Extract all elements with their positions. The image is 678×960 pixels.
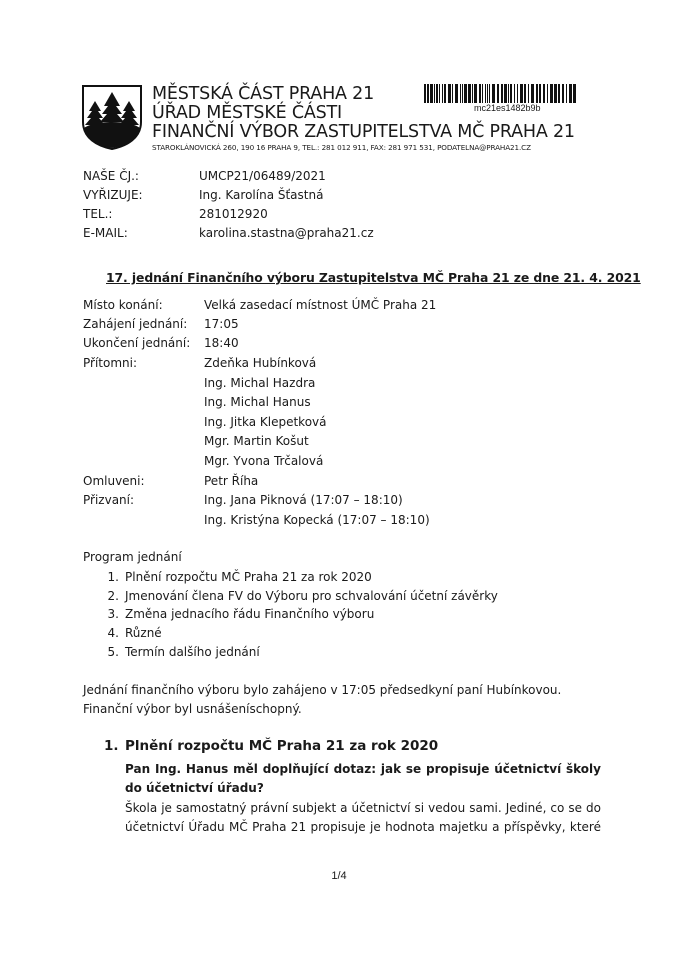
invited-member: Ing. Kristýna Kopecká (17:07 – 18:10) <box>204 513 430 527</box>
barcode-bar <box>460 84 461 103</box>
barcode-bar <box>448 84 451 103</box>
barcode-bar <box>427 84 429 103</box>
program-heading: Program jednání <box>83 550 182 564</box>
present-member: Mgr. Yvona Trčalová <box>204 454 324 468</box>
present-member: Ing. Michal Hazdra <box>204 376 316 390</box>
program-item: Plnění rozpočtu MČ Praha 21 za rok 2020 <box>125 570 372 584</box>
email-label: E-MAIL: <box>83 226 128 240</box>
barcode-bar <box>436 84 438 103</box>
address: STAROKLÁNOVICKÁ 260, 190 16 PRAHA 9, TEL.: 281 012 911, FAX: 281 971 531, PODATELNA@PRAHA21.CZ <box>152 143 531 152</box>
page-number: 1/4 <box>331 870 347 882</box>
barcode-bar <box>562 84 564 103</box>
barcode-bar <box>482 84 483 103</box>
barcode-bar <box>489 84 490 103</box>
committee-name: FINANČNÍ VÝBOR ZASTUPITELSTVA MČ PRAHA 21 <box>152 122 575 142</box>
barcode-bar <box>504 84 507 103</box>
start-label: Zahájení jednání: <box>83 317 188 331</box>
handler-label: VYŘIZUJE: <box>83 188 143 202</box>
barcode-bar <box>520 84 523 103</box>
program-item: Jmenování člena FV do Výboru pro schvalování účetní závěrky <box>125 589 498 603</box>
barcode-bar <box>531 84 534 103</box>
section-question: Pan Ing. Hanus měl doplňující dotaz: jak se propisuje účetnictví školy do účetnictví úřadu? <box>125 762 601 795</box>
barcode-bar <box>472 84 473 103</box>
invited-member: Ing. Jana Piknová (17:07 – 18:10) <box>204 493 403 507</box>
barcode-text: mc21es1482b9b <box>474 103 541 113</box>
barcode-bar <box>573 84 576 103</box>
email-value[interactable]: karolina.stastna@praha21.cz <box>199 226 374 240</box>
program-item-number: 5. <box>107 645 119 659</box>
ref-value: UMCP21/06489/2021 <box>199 169 326 183</box>
ref-label: NAŠE ČJ.: <box>83 169 139 183</box>
barcode-bar <box>554 84 557 103</box>
handler-value: Ing. Karolína Šťastná <box>199 188 324 202</box>
start-value: 17:05 <box>204 317 239 331</box>
barcode-bar <box>524 84 526 103</box>
barcode-bar <box>539 84 541 103</box>
office-name: ÚŘAD MĚSTSKÉ ČÁSTI <box>152 103 342 123</box>
barcode-bar <box>444 84 446 103</box>
phone-value: 281012920 <box>199 207 268 221</box>
barcode-bar <box>455 84 458 103</box>
barcode-bar <box>439 84 440 103</box>
section-answer: Škola je samostatný právní subjekt a účetnictví si vedou sami. Jediné, co se do účetnictví Úřadu MČ Praha 21 propisuje je hodnota majetku a příspěvky, které <box>125 801 601 834</box>
barcode-bar <box>558 84 560 103</box>
present-member: Mgr. Martin Košut <box>204 434 309 448</box>
present-label: Přítomni: <box>83 356 138 370</box>
program-item: Změna jednacího řádu Finančního výboru <box>125 607 375 621</box>
program-item: Různé <box>125 626 162 640</box>
barcode <box>424 84 576 103</box>
end-value: 18:40 <box>204 336 239 350</box>
barcode-bar <box>462 84 463 103</box>
barcode-bar <box>514 84 515 103</box>
present-member: Ing. Michal Hanus <box>204 395 311 409</box>
barcode-bar <box>508 84 509 103</box>
coat-of-arms-icon <box>81 84 143 150</box>
barcode-bar <box>464 84 467 103</box>
barcode-bar <box>566 84 567 103</box>
barcode-bar <box>485 84 486 103</box>
barcode-bar <box>487 84 488 103</box>
program-item-number: 2. <box>107 589 119 603</box>
barcode-bar <box>536 84 538 103</box>
invited-label: Přizvaní: <box>83 493 135 507</box>
barcode-bar <box>543 84 545 103</box>
barcode-bar <box>479 84 481 103</box>
barcode-bar <box>474 84 477 103</box>
excused-label: Omluveni: <box>83 474 145 488</box>
barcode-bar <box>501 84 503 103</box>
present-member: Zdeňka Hubínková <box>204 356 317 370</box>
barcode-bar <box>510 84 512 103</box>
present-member: Ing. Jitka Klepetková <box>204 415 327 429</box>
excused-member: Petr Říha <box>204 474 259 488</box>
barcode-bar <box>550 84 553 103</box>
barcode-bar <box>468 84 471 103</box>
program-item-number: 3. <box>107 607 119 621</box>
program-item-number: 1. <box>107 570 119 584</box>
barcode-bar <box>424 84 426 103</box>
phone-label: TEL.: <box>83 207 113 221</box>
program-item: Termín dalšího jednání <box>125 645 260 659</box>
barcode-bar <box>442 84 443 103</box>
barcode-bar <box>497 84 499 103</box>
org-name: MĚSTSKÁ ČÁST PRAHA 21 <box>152 84 375 104</box>
program-item-number: 4. <box>107 626 119 640</box>
place-value: Velká zasedací místnost ÚMČ Praha 21 <box>204 298 437 312</box>
section-number: 1. <box>104 738 119 754</box>
barcode-bar <box>430 84 433 103</box>
document-title: 17. jednání Finančního výboru Zastupitelstva MČ Praha 21 ze dne 21. 4. 2021 <box>106 270 641 285</box>
opening-paragraph: Jednání finančního výboru bylo zahájeno v 17:05 předsedkyní paní Hubínkovou. Finanční výbor byl usnášeníschopný. <box>83 683 562 716</box>
barcode-bar <box>492 84 495 103</box>
barcode-bar <box>517 84 518 103</box>
barcode-bar <box>452 84 453 103</box>
barcode-bar <box>569 84 572 103</box>
barcode-bar <box>528 84 529 103</box>
end-label: Ukončení jednání: <box>83 336 191 350</box>
barcode-bar <box>434 84 435 103</box>
place-label: Místo konání: <box>83 298 163 312</box>
barcode-bar <box>547 84 548 103</box>
section-title: Plnění rozpočtu MČ Praha 21 za rok 2020 <box>125 738 439 754</box>
